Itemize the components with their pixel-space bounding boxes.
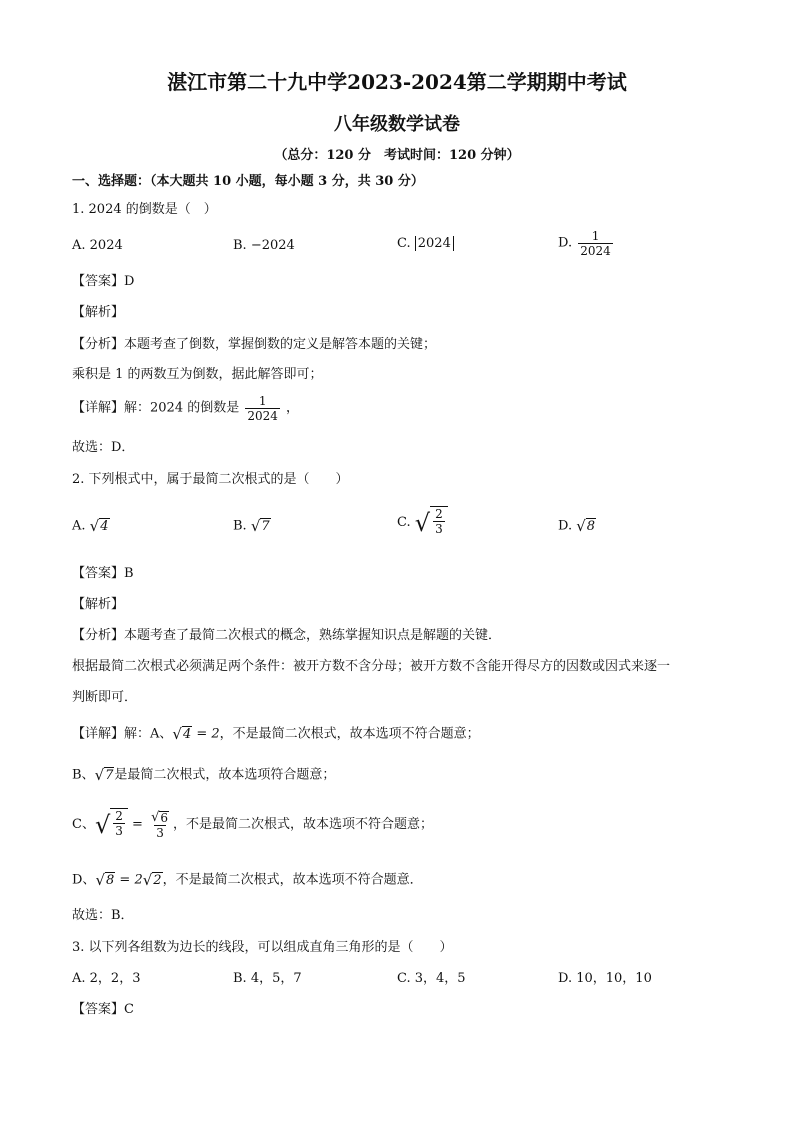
q2-stem: 2. 下列根式中，属于最简二次根式的是（ ） bbox=[72, 472, 349, 487]
detail-eq: = 2 bbox=[192, 726, 220, 742]
q2-option-a bbox=[72, 518, 110, 535]
exam-subtitle: 八年级数学试卷 bbox=[334, 114, 460, 135]
q1-answer: 【答案】D bbox=[72, 274, 135, 289]
fraction-denominator: 2024 bbox=[580, 244, 611, 258]
radicand: 4 bbox=[182, 727, 192, 742]
radicand bbox=[430, 506, 448, 540]
radicand: 8 bbox=[106, 873, 115, 888]
q3-answer: 【答案】C bbox=[72, 1002, 134, 1017]
q1-option-d bbox=[558, 229, 615, 258]
q2-option-a-label: A. bbox=[72, 518, 86, 534]
sqrt-expression: √ 4 bbox=[89, 517, 109, 535]
q1-fenxi-2: 乘积是 1 的两数互为倒数，据此解答即可； bbox=[72, 367, 323, 382]
radicand-fraction bbox=[113, 809, 125, 838]
q2-option-c-label: C. bbox=[397, 515, 411, 530]
detail-post: 是最简二次根式，故本选项符合题意； bbox=[114, 767, 336, 783]
sqrt-expression: √ 2 bbox=[142, 871, 162, 889]
sqrt-expression: √ 6 bbox=[151, 809, 168, 825]
fraction-numerator: 2 bbox=[115, 809, 123, 823]
radicand: 8 bbox=[586, 519, 596, 534]
q2-detail-d bbox=[72, 872, 423, 889]
detail-text: 【详解】解：A、 bbox=[72, 726, 173, 742]
q2-fenxi: 【分析】本题考查了最简二次根式的概念，熟练掌握知识点是解题的关键． bbox=[72, 628, 502, 643]
q2-analysis-tag: 【解析】 bbox=[72, 597, 125, 612]
exam-info: （总分：120 分 考试时间：120 分钟） bbox=[274, 148, 520, 163]
q1-option-a: A. 2024 bbox=[72, 238, 123, 253]
q2-option-b-label: B. bbox=[233, 518, 247, 534]
detail-text: C、 bbox=[72, 817, 95, 832]
q1-option-c-abs: 2024 bbox=[415, 236, 454, 251]
q3-option-c: C. 3，4，5 bbox=[397, 971, 466, 986]
fraction-numerator: 2 bbox=[435, 507, 443, 521]
q1-stem: 1. 2024 的倒数是（ ） bbox=[72, 202, 217, 217]
q1-choose: 故选：D． bbox=[72, 440, 135, 455]
radicand: 7 bbox=[261, 519, 270, 534]
fraction-denominator: 3 bbox=[115, 824, 123, 838]
sqrt-expression: √ 8 bbox=[95, 871, 115, 889]
q3-option-d: D. 10，10，10 bbox=[558, 971, 652, 986]
fraction-denominator: 2024 bbox=[247, 409, 278, 423]
fraction-numerator: 1 bbox=[258, 394, 267, 408]
radicand bbox=[110, 808, 128, 842]
q1-detail-text: 【详解】解：2024 的倒数是 bbox=[72, 400, 240, 416]
radicand: 2 bbox=[153, 873, 162, 888]
q1-detail-fraction bbox=[245, 394, 280, 423]
q2-option-d bbox=[558, 518, 596, 535]
section-heading: 一、选择题：（本大题共 10 小题，每小题 3 分，共 30 分） bbox=[72, 174, 424, 189]
q3-option-b: B. 4，5，7 bbox=[233, 971, 302, 986]
fraction-denominator: 3 bbox=[156, 825, 164, 840]
q1-detail bbox=[72, 394, 299, 423]
fraction-numerator bbox=[149, 810, 171, 825]
detail-eq: = 2 bbox=[115, 872, 143, 888]
sqrt-expression: √ 7 bbox=[250, 517, 270, 535]
q2-choose: 故选：B． bbox=[72, 908, 134, 923]
sqrt-expression: √ 4 bbox=[172, 725, 192, 743]
fraction-denominator: 3 bbox=[435, 522, 443, 536]
sqrt-fraction-expression: √ $\frac{2}{3}$ bbox=[415, 506, 448, 540]
q1-option-d-label: D. bbox=[558, 235, 573, 251]
q1-analysis-tag: 【解析】 bbox=[72, 305, 125, 320]
q1-option-c bbox=[397, 236, 454, 252]
q3-option-a: A. 2，2，3 bbox=[72, 971, 141, 986]
detail-post: ，不是最简二次根式，故本选项不符合题意； bbox=[219, 726, 480, 742]
q2-option-d-label: D. bbox=[558, 518, 573, 534]
q2-option-b bbox=[233, 518, 271, 535]
q1-detail-post: ， bbox=[286, 400, 300, 416]
q1-option-d-fraction bbox=[578, 229, 613, 258]
detail-text: D、 bbox=[72, 872, 96, 888]
detail-post: ，不是最简二次根式，故本选项不符合题意； bbox=[173, 817, 434, 832]
q2-option-c bbox=[397, 506, 448, 540]
q2-detail-a bbox=[72, 726, 480, 743]
q1-option-c-label: C. bbox=[397, 236, 411, 251]
sqrt-fraction-expression: √ $\frac{2}{3}$ bbox=[95, 808, 128, 842]
detail-post: ，不是最简二次根式，故本选项不符合题意． bbox=[162, 872, 423, 888]
sqrt-expression: √ 8 bbox=[576, 517, 596, 535]
exam-title: 湛江市第二十九中学2023-2024第二学期期中考试 bbox=[167, 70, 627, 94]
radicand-fraction bbox=[433, 507, 445, 536]
q3-stem: 3. 以下列各组数为边长的线段，可以组成直角三角形的是（ ） bbox=[72, 940, 453, 955]
q1-option-b: B. −2024 bbox=[233, 238, 295, 253]
radicand: 4 bbox=[100, 519, 109, 534]
radicand: 6 bbox=[160, 810, 168, 825]
result-fraction bbox=[149, 810, 171, 840]
q2-detail-c bbox=[72, 808, 433, 842]
q1-fenxi: 【分析】本题考查了倒数，掌握倒数的定义是解答本题的关键； bbox=[72, 337, 437, 352]
radicand: 7 bbox=[105, 768, 114, 783]
q2-answer: 【答案】B bbox=[72, 566, 134, 581]
sqrt-expression: √ 7 bbox=[94, 766, 114, 784]
q2-fenxi-3: 判断即可． bbox=[72, 690, 138, 705]
q2-detail-b bbox=[72, 767, 335, 784]
detail-text: B、 bbox=[72, 767, 95, 783]
q2-fenxi-2: 根据最简二次根式必须满足两个条件：被开方数不含分母；被开方数不含能开得尽方的因数或因式来逐一 bbox=[72, 659, 671, 674]
detail-eq: = bbox=[127, 817, 148, 832]
fraction-numerator: 1 bbox=[591, 229, 600, 243]
